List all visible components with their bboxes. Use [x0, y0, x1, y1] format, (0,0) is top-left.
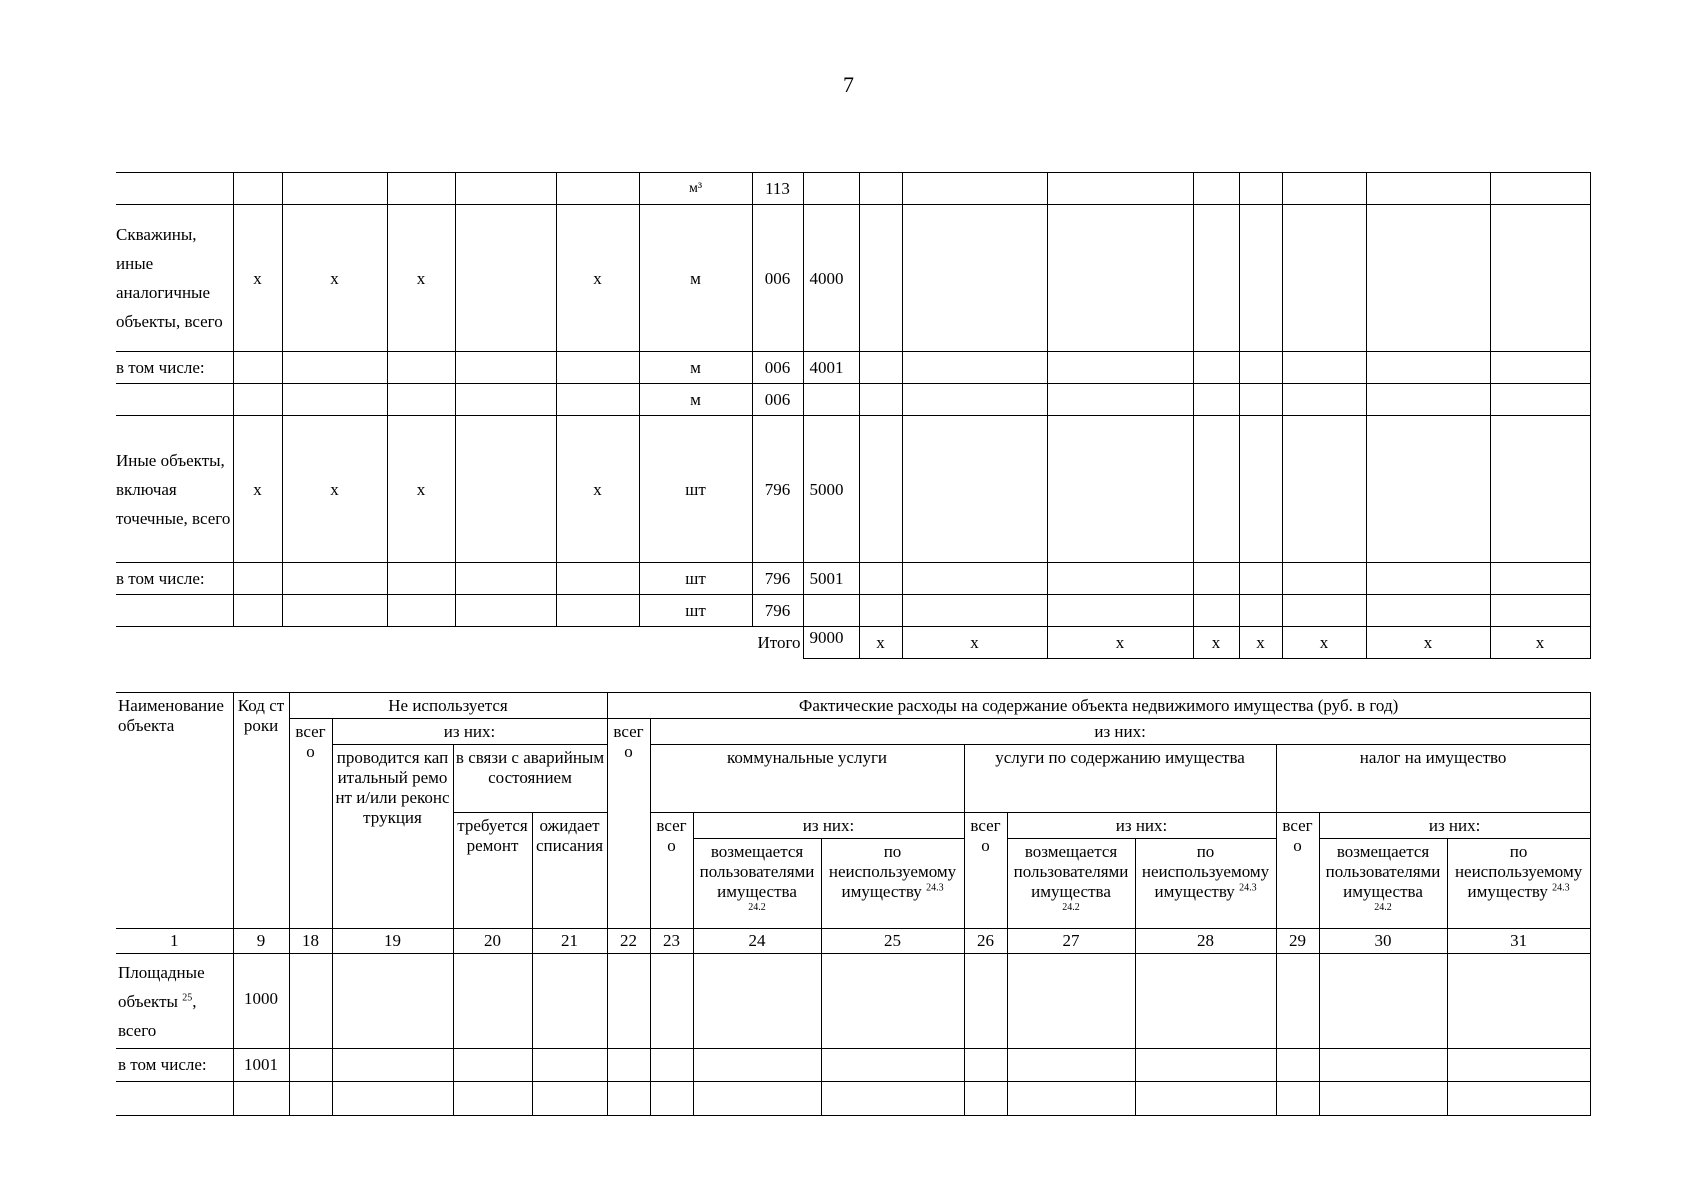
header-maintenance-unused: по неиспользуемому имуществу $^{24.3}$	[1135, 839, 1276, 929]
row-value-cell	[902, 205, 1047, 352]
header-utilities-of-them: из них:	[693, 813, 964, 839]
row-value-cell	[1282, 563, 1366, 595]
header-utilities-total: всего	[650, 813, 693, 929]
row-okei: 796	[752, 416, 803, 563]
row-col-4	[455, 173, 556, 205]
row-unit: м	[639, 384, 752, 416]
row-col-2	[282, 352, 387, 384]
row-value-cell	[1366, 205, 1490, 352]
row-col-3	[387, 595, 455, 627]
row-value-cell	[1282, 416, 1366, 563]
row-value-cell	[1490, 352, 1590, 384]
row-value-cell	[859, 416, 902, 563]
top-table-row	[116, 595, 1590, 627]
row-value-cell	[1239, 173, 1282, 205]
row-value-cell	[1366, 352, 1490, 384]
column-number: 26	[964, 929, 1007, 954]
row-col-5	[556, 595, 639, 627]
header-code: Код строки	[233, 693, 289, 929]
row-value-cell	[1047, 563, 1193, 595]
column-number: 25	[821, 929, 964, 954]
column-number: 1	[116, 929, 233, 954]
header-utilities-reimbursed: возмещается пользователями имущества 24.2	[693, 839, 821, 929]
row-value-cell	[1239, 595, 1282, 627]
row-value-cell	[1490, 563, 1590, 595]
total-mark: x	[1366, 627, 1490, 659]
row-code	[803, 595, 859, 627]
row-value-cell	[1047, 173, 1193, 205]
row-code: 5001	[803, 563, 859, 595]
row-unit: шт	[639, 416, 752, 563]
row-value-cell	[1282, 173, 1366, 205]
row-col-2: x	[282, 416, 387, 563]
column-number: 27	[1007, 929, 1135, 954]
row-name: Иные объекты, включая точечные, всего	[116, 416, 233, 563]
row-value-cell	[902, 352, 1047, 384]
row-col-5	[556, 173, 639, 205]
header-costs-of-them: из них:	[650, 719, 1590, 745]
row-area-objects-name: Площадные объекты $^{25}$, всего	[116, 954, 233, 1049]
row-col-4	[455, 205, 556, 352]
row-value-cell	[1366, 563, 1490, 595]
total-mark: x	[1193, 627, 1239, 659]
row-value-cell	[902, 173, 1047, 205]
header-capital-repair: проводится капитальный ремонт и/или реконструкция	[332, 745, 453, 929]
column-number: 19	[332, 929, 453, 954]
header-name: Наименование объекта	[116, 693, 233, 929]
row-area-objects-code: 1000	[233, 954, 289, 1049]
row-value-cell	[1366, 416, 1490, 563]
row-col-4	[455, 352, 556, 384]
header-emergency: в связи с аварийным состоянием	[453, 745, 607, 813]
header-needs-repair: требуется ремонт	[453, 813, 532, 929]
total-blank	[116, 627, 639, 659]
row-unit: шт	[639, 563, 752, 595]
row-col-3	[387, 384, 455, 416]
row-value-cell	[1366, 384, 1490, 416]
column-number: 28	[1135, 929, 1276, 954]
row-value-cell	[1193, 352, 1239, 384]
row-value-cell	[859, 173, 902, 205]
row-value-cell	[1490, 384, 1590, 416]
row-col-5: x	[556, 416, 639, 563]
header-property-tax: налог на имущество	[1276, 745, 1590, 813]
row-including-code: 1001	[233, 1049, 289, 1082]
row-code	[803, 384, 859, 416]
row-okei: 796	[752, 563, 803, 595]
row-value-cell	[1282, 205, 1366, 352]
top-table	[116, 172, 1591, 659]
row-unit: м	[639, 352, 752, 384]
row-value-cell	[859, 384, 902, 416]
row-col-5	[556, 352, 639, 384]
row-value-cell	[859, 563, 902, 595]
column-number: 23	[650, 929, 693, 954]
column-number: 30	[1319, 929, 1447, 954]
row-col-1	[233, 384, 282, 416]
header-actual-costs: Фактические расходы на содержание объекта недвижимого имущества (руб. в год)	[607, 693, 1590, 719]
row-col-2	[282, 384, 387, 416]
header-utilities: коммунальные услуги	[650, 745, 964, 813]
row-col-3	[387, 352, 455, 384]
row-code: 5000	[803, 416, 859, 563]
row-value-cell	[1366, 173, 1490, 205]
row-col-5	[556, 563, 639, 595]
top-table-row	[116, 563, 1590, 595]
row-col-1: x	[233, 416, 282, 563]
row-okei: 796	[752, 595, 803, 627]
total-mark: x	[1239, 627, 1282, 659]
row-col-1	[233, 563, 282, 595]
header-not-used: Не используется	[289, 693, 607, 719]
row-unit: шт	[639, 595, 752, 627]
row-blank-name	[116, 1082, 233, 1116]
row-col-3: x	[387, 205, 455, 352]
row-value-cell	[1239, 563, 1282, 595]
row-col-3	[387, 173, 455, 205]
row-value-cell	[1239, 416, 1282, 563]
row-col-5: x	[556, 205, 639, 352]
total-mark: x	[859, 627, 902, 659]
row-name	[116, 384, 233, 416]
row-name: в том числе:	[116, 563, 233, 595]
column-number: 18	[289, 929, 332, 954]
row-value-cell	[1490, 173, 1590, 205]
header-maintenance: услуги по содержанию имущества	[964, 745, 1276, 813]
row-value-cell	[1047, 416, 1193, 563]
row-okei: 113	[752, 173, 803, 205]
row-name: в том числе:	[116, 352, 233, 384]
row-col-4	[455, 595, 556, 627]
column-number: 22	[607, 929, 650, 954]
column-number: 20	[453, 929, 532, 954]
row-col-3	[387, 563, 455, 595]
row-value-cell	[902, 384, 1047, 416]
row-value-cell	[1239, 352, 1282, 384]
row-value-cell	[1239, 384, 1282, 416]
row-name	[116, 595, 233, 627]
page-number: 7	[843, 72, 854, 97]
total-mark: x	[1282, 627, 1366, 659]
row-okei: 006	[752, 352, 803, 384]
column-number: 21	[532, 929, 607, 954]
row-name	[116, 173, 233, 205]
row-value-cell	[1239, 205, 1282, 352]
total-label: Итого	[639, 627, 803, 659]
top-table-row	[116, 352, 1590, 384]
row-value-cell	[1047, 595, 1193, 627]
row-value-cell	[1193, 563, 1239, 595]
row-value-cell	[1490, 595, 1590, 627]
row-value-cell	[1047, 352, 1193, 384]
row-including-name: в том числе:	[116, 1049, 233, 1082]
row-value-cell	[1490, 205, 1590, 352]
column-number: 31	[1447, 929, 1590, 954]
row-value-cell	[1193, 416, 1239, 563]
row-col-1	[233, 595, 282, 627]
row-unit: м	[639, 205, 752, 352]
row-value-cell	[1193, 173, 1239, 205]
row-col-4	[455, 416, 556, 563]
row-col-3: x	[387, 416, 455, 563]
total-code: 9000	[803, 627, 859, 659]
row-code: 4000	[803, 205, 859, 352]
row-col-2	[282, 595, 387, 627]
header-utilities-unused: по неиспользуемому имуществу $^{24.3}$	[821, 839, 964, 929]
row-col-2: x	[282, 205, 387, 352]
header-not-used-of-them: из них:	[332, 719, 607, 745]
row-col-4	[455, 563, 556, 595]
row-unit: м³	[639, 173, 752, 205]
column-number: 9	[233, 929, 289, 954]
top-table-row	[116, 173, 1590, 205]
header-costs-total: всего	[607, 719, 650, 929]
row-value-cell	[859, 352, 902, 384]
row-value-cell	[1047, 205, 1193, 352]
row-value-cell	[1047, 384, 1193, 416]
top-table-row	[116, 416, 1590, 563]
total-mark: x	[1047, 627, 1193, 659]
header-awaiting-writeoff: ожидает списания	[532, 813, 607, 929]
row-value-cell	[1193, 205, 1239, 352]
row-okei: 006	[752, 205, 803, 352]
row-value-cell	[902, 416, 1047, 563]
row-code: 4001	[803, 352, 859, 384]
row-col-1	[233, 352, 282, 384]
row-value-cell	[1366, 595, 1490, 627]
row-value-cell	[1282, 595, 1366, 627]
total-mark: x	[902, 627, 1047, 659]
column-number: 24	[693, 929, 821, 954]
top-table-total-row	[116, 627, 1590, 659]
row-col-4	[455, 384, 556, 416]
row-value-cell	[1282, 352, 1366, 384]
row-value-cell	[1193, 595, 1239, 627]
row-okei: 006	[752, 384, 803, 416]
row-col-1: x	[233, 205, 282, 352]
header-tax-unused: по неиспользуемому имуществу $^{24.3}$	[1447, 839, 1590, 929]
row-value-cell	[859, 595, 902, 627]
row-value-cell	[1490, 416, 1590, 563]
row-col-2	[282, 173, 387, 205]
row-value-cell	[1282, 384, 1366, 416]
total-mark: x	[1490, 627, 1590, 659]
top-table-row	[116, 205, 1590, 352]
row-value-cell	[1193, 384, 1239, 416]
row-name: Скважины, иные аналогичные объекты, всего	[116, 205, 233, 352]
row-col-1	[233, 173, 282, 205]
row-blank-code	[233, 1082, 289, 1116]
top-table-row	[116, 384, 1590, 416]
header-tax-of-them: из них:	[1319, 813, 1590, 839]
row-value-cell	[902, 563, 1047, 595]
header-maintenance-total: всего	[964, 813, 1007, 929]
bottom-table	[116, 692, 1591, 1116]
column-number: 29	[1276, 929, 1319, 954]
row-value-cell	[902, 595, 1047, 627]
row-col-2	[282, 563, 387, 595]
row-code	[803, 173, 859, 205]
row-value-cell	[859, 205, 902, 352]
header-maintenance-reimbursed: возмещается пользователями имущества 24.2	[1007, 839, 1135, 929]
header-tax-reimbursed: возмещается пользователями имущества 24.2	[1319, 839, 1447, 929]
header-not-used-total: всего	[289, 719, 332, 929]
header-tax-total: всего	[1276, 813, 1319, 929]
header-maintenance-of-them: из них:	[1007, 813, 1276, 839]
row-col-5	[556, 384, 639, 416]
